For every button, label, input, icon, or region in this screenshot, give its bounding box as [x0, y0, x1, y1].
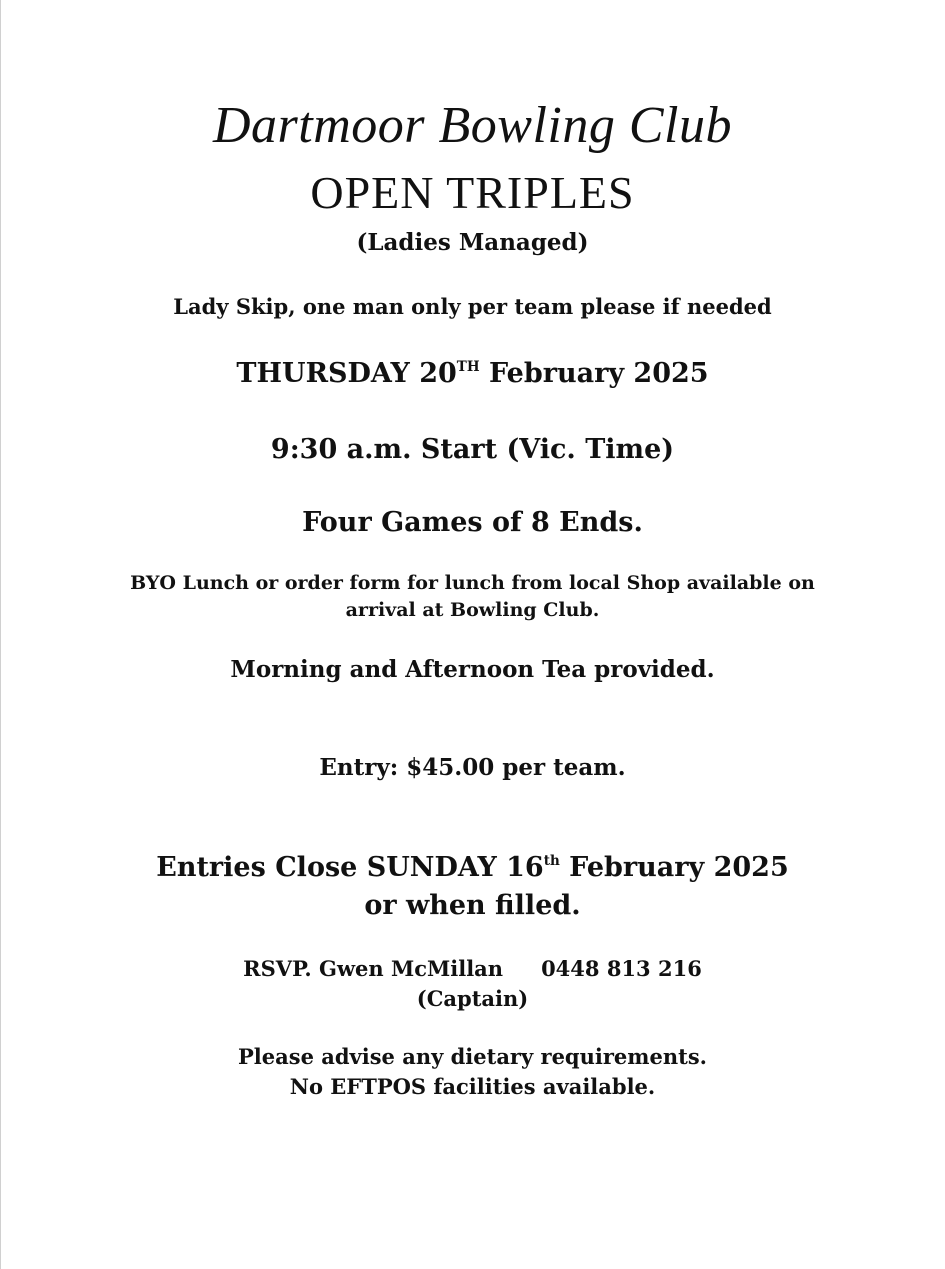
entries-close-suffix: th: [543, 853, 560, 870]
entry-fee: Entry: $45.00 per team.: [319, 754, 626, 781]
dietary-note: Please advise any dietary requirements.: [238, 1044, 707, 1069]
event-date: [0, 358, 945, 389]
event-date-month: February 2025: [479, 358, 709, 389]
event-date-suffix: TH: [456, 359, 480, 376]
start-time: 9:30 a.m. Start (Vic. Time): [270, 434, 675, 465]
event-title: OPEN TRIPLES: [310, 167, 635, 218]
event-date-day: THURSDAY 20: [236, 358, 457, 389]
club-name: Dartmoor Bowling Club: [213, 97, 732, 154]
entries-close-line2: or when filled.: [364, 890, 581, 921]
lunch-info-line2: arrival at Bowling Club.: [345, 599, 600, 621]
tea-info: Morning and Afternoon Tea provided.: [230, 656, 715, 683]
eftpos-note: No EFTPOS facilities available.: [289, 1074, 656, 1099]
rsvp-role: (Captain): [416, 986, 529, 1011]
event-subtitle: (Ladies Managed): [356, 229, 589, 256]
skip-note: Lady Skip, one man only per team please if needed: [173, 294, 772, 319]
lunch-info-line1: BYO Lunch or order form for lunch from local Shop available on: [130, 572, 815, 594]
games-info: Four Games of 8 Ends.: [302, 507, 643, 538]
entries-close: [0, 852, 945, 883]
entries-close-month: February 2025: [559, 852, 789, 883]
entries-close-prefix: Entries Close SUNDAY 16: [156, 852, 544, 883]
rsvp-name: RSVP. Gwen McMillan: [243, 956, 504, 981]
rsvp-contact: [0, 956, 945, 981]
rsvp-phone: 0448 813 216: [541, 956, 702, 981]
